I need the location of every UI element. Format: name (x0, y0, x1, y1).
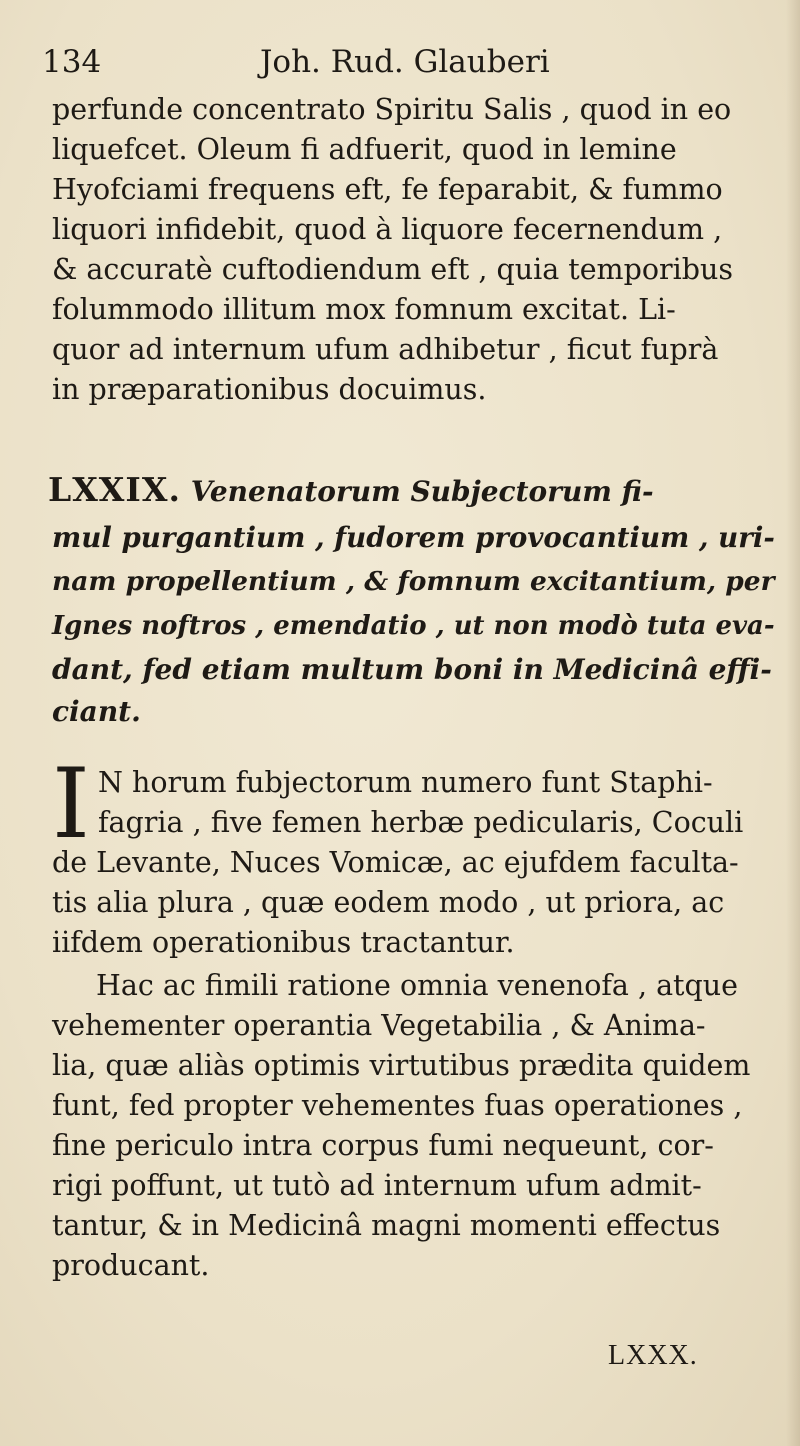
text-line: de Levante, Nuces Vomicæ, ac ejufdem faculta- (52, 846, 739, 879)
page-header (42, 40, 762, 84)
text-line: Hyofciami frequens eft, fe feparabit, & fummo (52, 173, 723, 206)
section-title-line: Ignes noftros , emendatio , ut non modò tuta eva- (52, 611, 775, 641)
text-line: liquefcet. Oleum fi adfuerit, quod in lemine (52, 133, 677, 166)
text-line: folummodo illitum mox fomnum excitat. Li- (52, 293, 676, 326)
text-line: funt, fed propter vehementes fuas operationes , (52, 1089, 743, 1122)
section-title-line: ciant. (52, 695, 141, 728)
page-number: 134 (42, 44, 102, 80)
text-line: fine periculo intra corpus fumi nequeunt, cor- (52, 1129, 714, 1162)
text-line: & accuratè cuftodiendum eft , quia temporibus (52, 253, 733, 286)
section-number: LXXIX. (48, 470, 181, 509)
section-title-line: nam propellentium , & fomnum excitantium, per (52, 566, 775, 597)
text-line: lia, quæ aliàs optimis virtutibus prædita quidem (52, 1049, 751, 1082)
text-line: perfunde concentrato Spiritu Salis , quod in eo (52, 93, 732, 126)
catchword: LXXX. (608, 1340, 698, 1371)
text-line: in præparationibus docuimus. (52, 373, 487, 406)
page-edge-shadow (786, 0, 800, 1446)
text-line: N horum fubjectorum numero funt Staphi- (98, 766, 713, 799)
text-line: rigi poffunt, ut tutò ad internum ufum admit- (52, 1169, 702, 1202)
text-line: iifdem operationibus tractantur. (52, 926, 515, 959)
section-title-line: mul purgantium , fudorem provocantium , uri- (52, 521, 775, 554)
text-line: vehementer operantia Vegetabilia , & Anima- (52, 1009, 706, 1042)
running-title: Joh. Rud. Glauberi (260, 44, 550, 80)
text-line: tis alia plura , quæ eodem modo , ut priora, ac (52, 886, 725, 919)
text-line: quor ad internum ufum adhibetur , ficut fuprà (52, 333, 719, 366)
text-line: Hac ac fimili ratione omnia venenofa , atque (96, 969, 738, 1002)
text-line: fagria , five femen herbæ pedicularis, Coculi (98, 806, 744, 839)
text-line: liquori infidebit, quod à liquore fecernendum , (52, 213, 723, 246)
section-title-line: dant, fed etiam multum boni in Medicinâ effi- (52, 653, 772, 686)
text-line: producant. (52, 1249, 210, 1282)
text-line: tantur, & in Medicinâ magni momenti effectus (52, 1209, 721, 1242)
section-heading (48, 470, 654, 512)
drop-cap: I (52, 748, 90, 860)
section-title-line: Venenatorum Subjectorum fi- (190, 475, 654, 508)
